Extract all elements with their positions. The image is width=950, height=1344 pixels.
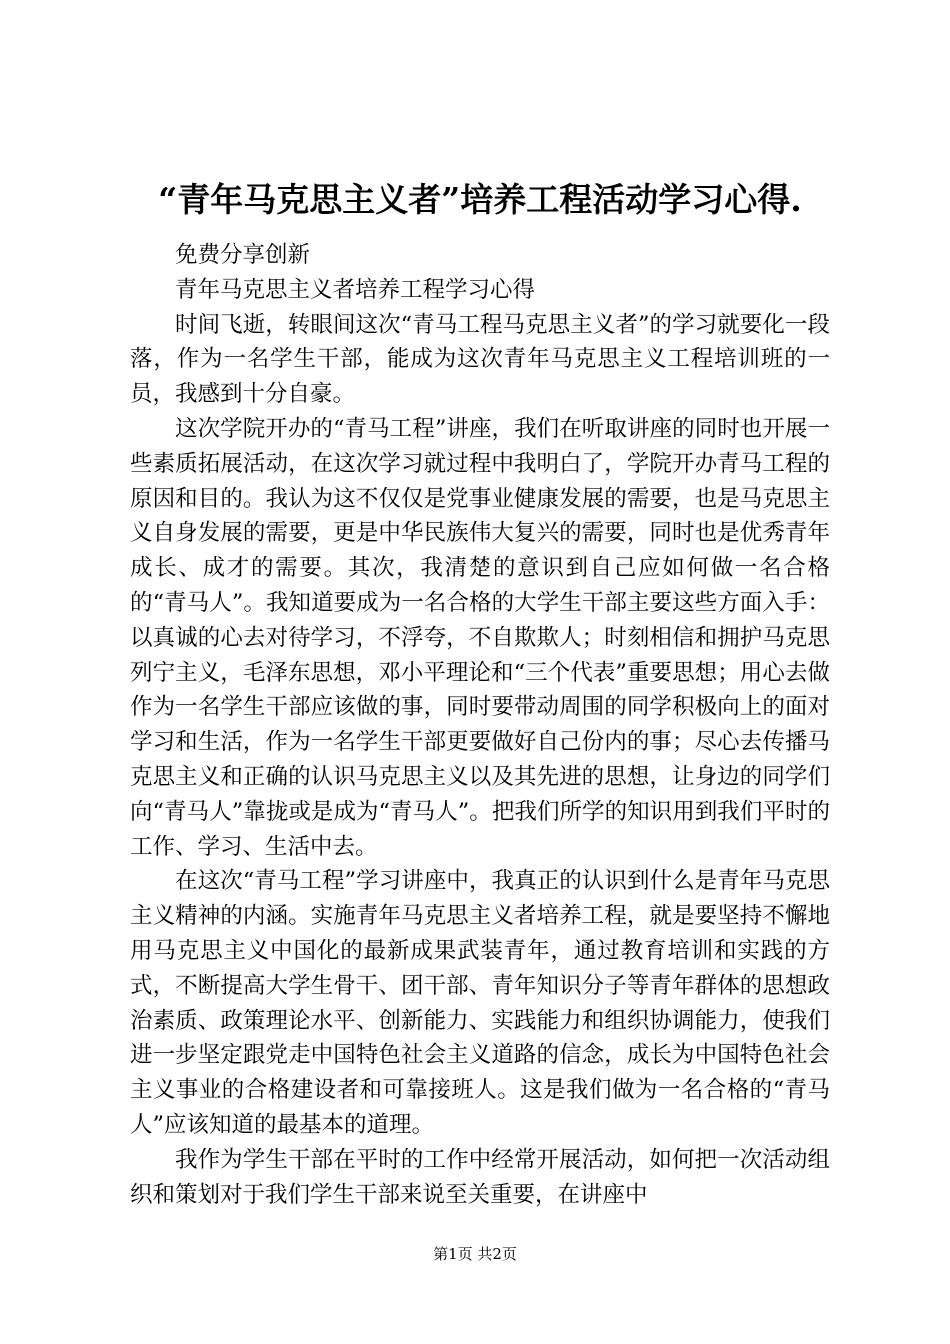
- document-body: [130, 238, 830, 1212]
- document-title: “青年马克思主义者”培养工程活动学习心得.: [158, 180, 802, 219]
- paragraph-subtitle: 青年马克思主义者培养工程学习心得: [175, 276, 536, 303]
- paragraph-2: 这次学院开办的“青马工程”讲座，我们在听取讲座的同时也开展一些素质拓展活动，在这次学习就过程中我明白了，学院开办青马工程的原因和目的。我认为这不仅仅是党事业健康发展的需要，也是马克思主义自身发展的需要，更是中华民族伟大复兴的需要，同时也是优秀青年成长、成才的需要。其次，我清楚的意识到自己应如何做一名合格的“青马人”。我知道要成为一名合格的大学生干部主要这些方面入手：以真诚的心去对待学习，不浮夸，不自欺欺人；时刻相信和拥护马克思列宁主义，毛泽东思想，邓小平理论和“三个代表”重要思想；用心去做作为一名学生干部应该做的事，同时要带动周围的同学积极向上的面对学习和生活，作为一名学生干部更要做好自己份内的事；尽心去传播马克思主义和正确的认识马克思主义以及其先进的思想，让身边的同学们向“青马人”靠拢或是成为“青马人”。把我们所学的知识用到我们平时的工作、学习、生活中去。: [130, 415, 830, 860]
- paragraph-1: 时间飞逝，转眼间这次“青马工程马克思主义者”的学习就要化一段落，作为一名学生干部，能成为这次青年马克思主义工程培训班的一员，我感到十分自豪。: [130, 311, 830, 408]
- page-footer: 第1页 共2页: [433, 1245, 517, 1263]
- paragraph-intro: 免费分享创新: [175, 242, 311, 268]
- paragraph-4: 我作为学生干部在平时的工作中经常开展活动，如何把一次活动组织和策划对于我们学生干部来说至关重要，在讲座中: [130, 1146, 830, 1208]
- paragraph-3: 在这次“青马工程”学习讲座中，我真正的认识到什么是青年马克思主义精神的内涵。实施青年马克思主义者培养工程，就是要坚持不懈地用马克思主义中国化的最新成果武装青年，通过教育培训和实践的方式，不断提高大学生骨干、团干部、青年知识分子等青年群体的思想政治素质、政策理论水平、创新能力、实践能力和组织协调能力，使我们进一步坚定跟党走中国特色社会主义道路的信念，成长为中国特色社会主义事业的合格建设者和可靠接班人。这是我们做为一名合格的“青马人”应该知道的最基本的道理。: [130, 868, 830, 1138]
